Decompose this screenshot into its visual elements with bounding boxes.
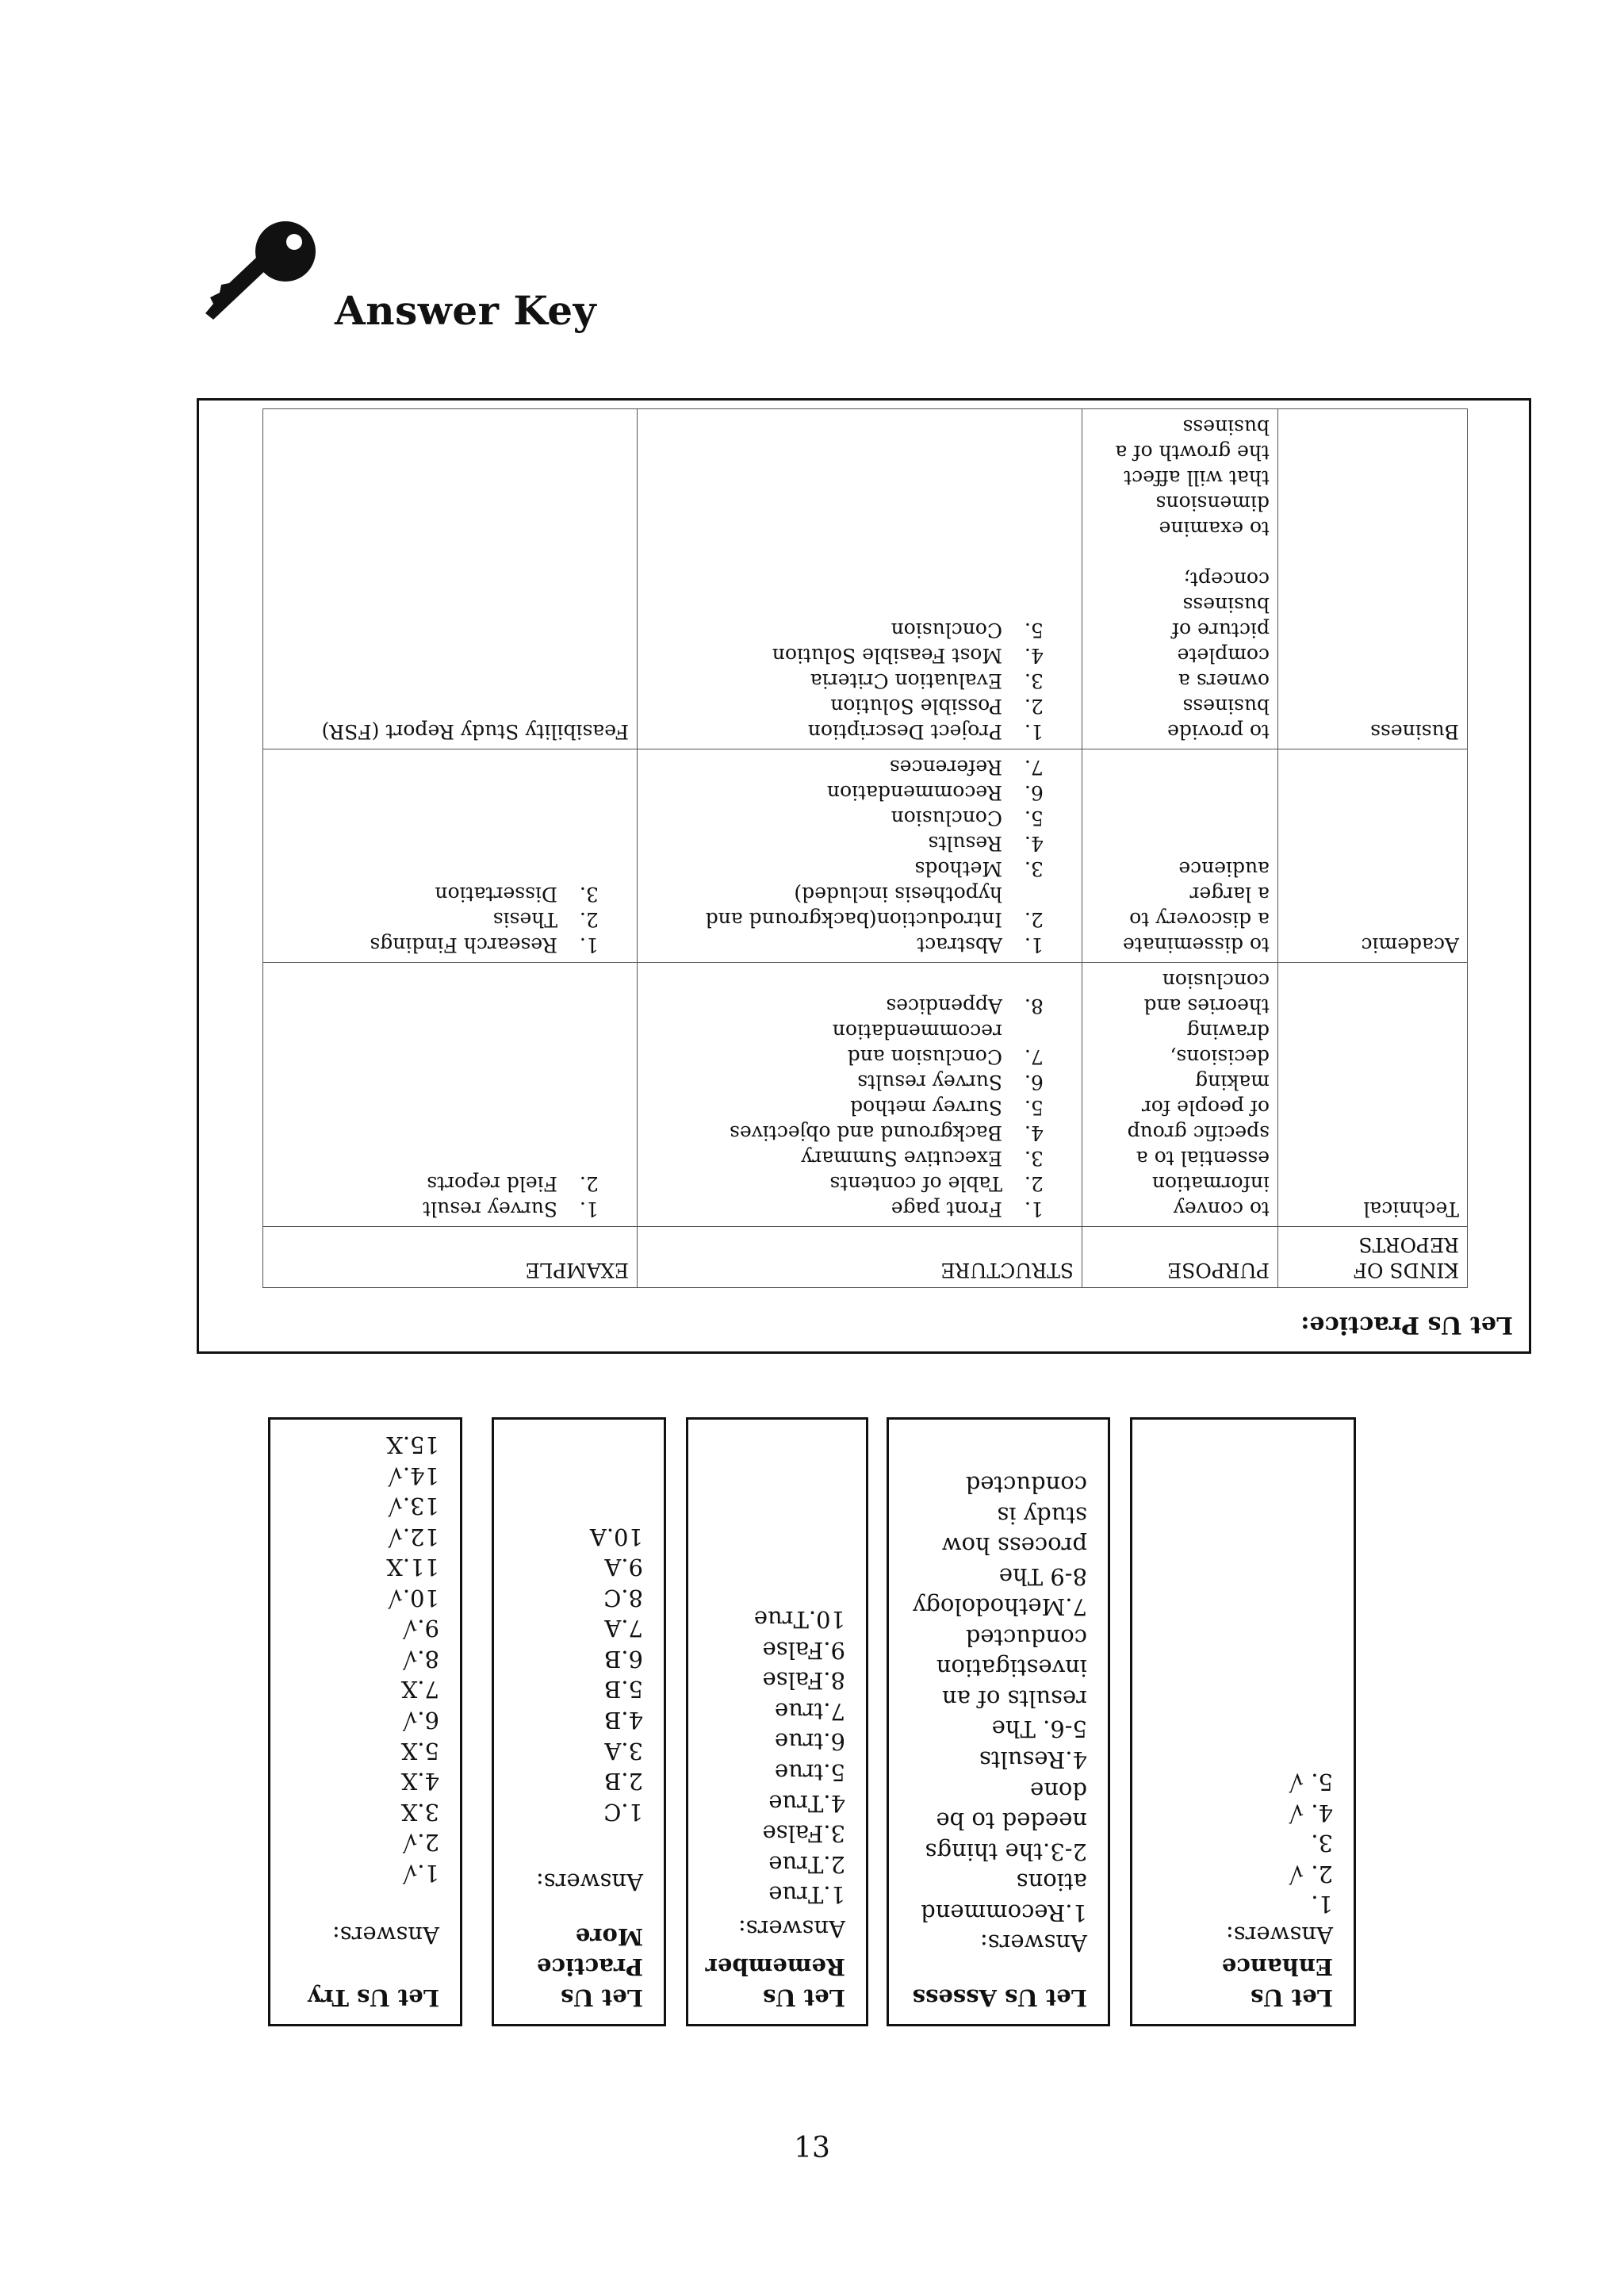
answer-item: 3.X [400,1798,439,1826]
answer-item: 2.√ [402,1829,439,1857]
answer-item: 7.X [400,1676,439,1704]
key-icon [202,218,321,325]
answer-item: 7.A [604,1615,643,1642]
answer-item: 4.B [604,1707,643,1734]
answer-item: 9.A [604,1554,643,1581]
card-let-us-assess [887,1417,1110,2026]
page-title: Answer Key [335,287,597,334]
example-cell [263,963,638,1227]
card-let-us-practice-more [492,1417,666,2026]
structure-item: 2. Possible Solution [645,693,1018,719]
card-title: Let Us Practice More [536,1922,643,2011]
answer-item: 10.√ [388,1584,439,1612]
structure-item: 6. Survey results [645,1069,1018,1094]
answer-list [504,1521,643,1827]
answer-item: 8.√ [402,1645,439,1673]
answer-list [280,1429,439,1888]
structure-cell [638,749,1082,963]
answer-item: 3.False [762,1820,845,1848]
card-label: Answers: [1225,1921,1333,1949]
structure-item: 7. References [645,754,1018,780]
answer-item: 3. [1311,1830,1333,1857]
structure-item: 4. Most Feasible Solution [645,642,1018,668]
card-let-us-remember [686,1417,868,2026]
answer-item: 12.√ [388,1523,439,1550]
answer-item: 10.True [753,1606,845,1634]
answer-item: 1.C [603,1798,643,1826]
purpose-cell: to provide business owners a complete picture of business concept; to examine dimensions that will affect the growth of a business [1082,409,1278,749]
example-item: 1. Survey result [271,1196,573,1221]
structure-item: 5. Conclusion [645,805,1018,830]
answer-item: 1.Recommend ations [921,1869,1087,1926]
answer-item: 5.true [774,1759,845,1787]
card-label: Answers: [535,1869,643,1896]
answer-item: 8-9 The process how study is conducted [941,1471,1087,1590]
answer-item: 2-3.the things needed to be done [925,1777,1087,1865]
column-header-structure: STRUCTURE [638,1227,1082,1288]
card-label: Answers: [979,1930,1087,1957]
card-title: Let Us Remember [705,1953,845,2011]
answer-item: 7.Methodology [912,1593,1087,1621]
answer-item: 11.X [386,1554,439,1581]
example-cell: Feasibility Study Report (FSR) [263,409,638,749]
table-row-technical [263,963,1468,1227]
answer-item: 2. √ [1289,1860,1333,1888]
structure-item: 2. Table of contents [645,1171,1018,1196]
answer-item: 5.B [604,1676,643,1704]
answer-list [898,1469,1087,1927]
example-item: 2. Thesis [271,907,573,932]
answer-item: 5.X [400,1737,439,1765]
structure-item: 3. Evaluation Criteria [645,668,1018,693]
card-label: Answers: [331,1922,439,1949]
answer-item: 2.B [604,1768,643,1796]
answer-item: 4.X [400,1768,439,1796]
column-header-purpose: PURPOSE [1082,1227,1278,1288]
answer-item: 5-6. The results of an investigation conducted [936,1623,1087,1743]
purpose-cell: to disseminate a discovery to a larger audience [1082,749,1278,963]
structure-item: 3. Executive Summary [645,1145,1018,1171]
structure-item: 7. Conclusion and recommendation [645,1018,1018,1069]
kind-cell: Technical [1278,963,1468,1227]
table-header-row [263,1227,1468,1288]
structure-item: 6. Recommendation [645,780,1018,805]
answer-item: 15.X [386,1432,439,1458]
structure-cell [638,963,1082,1227]
answer-item: 10.A [589,1523,643,1550]
answer-item: 3.A [604,1737,643,1765]
structure-item: 3. Methods [645,856,1018,881]
answer-item: 6.B [604,1645,643,1673]
answer-item: 1.√ [402,1859,439,1887]
kind-cell: Business [1278,409,1468,749]
practice-title: Let Us Practice: [1300,1311,1513,1339]
answer-item: 14.√ [388,1462,439,1489]
example-item: 1. Research Findings [271,932,573,957]
answer-item: 9.√ [402,1615,439,1642]
kind-cell: Academic [1278,749,1468,963]
answer-item: 6.true [774,1728,845,1756]
structure-item: 2. Introduction(background and hypothesis included) [645,881,1018,932]
answer-item: 4. √ [1289,1799,1333,1826]
card-title: Let Us Enhance [1221,1953,1333,2011]
card-label: Answers: [737,1915,845,1942]
table-row-academic [263,749,1468,963]
structure-item: 4. Background and objectives [645,1120,1018,1145]
table-row-business [263,409,1468,749]
structure-item: 8. Appendices [645,993,1018,1018]
answer-item: 13.√ [388,1493,439,1520]
card-title: Let Us Assess [912,1984,1087,2011]
structure-item: 5. Survey method [645,1094,1018,1120]
structure-item: 5. Conclusion [645,617,1018,642]
column-header-example: EXAMPLE [263,1227,638,1288]
structure-item: 1. Project Description [645,719,1018,744]
answer-item: 4.Results [979,1746,1087,1774]
answer-item: 1.True [768,1881,845,1909]
example-item: 3. Dissertation [271,881,573,907]
answer-item: 9.False [762,1636,845,1664]
card-let-us-enhance [1130,1417,1356,2026]
purpose-cell: to convey information essential to a specific group of people for making decisions, drawing theories and conclusion [1082,963,1278,1227]
answer-item: 1. [1311,1891,1333,1918]
example-item: 2. Field reports [271,1171,573,1196]
answer-list [698,1604,845,1911]
reports-table [262,408,1468,1288]
structure-item: 4. Results [645,830,1018,856]
column-header-kinds: KINDS OF REPORTS [1278,1227,1468,1288]
answer-item: 2.True [768,1850,845,1878]
answer-list [1142,1767,1333,1920]
structure-item: 1. Front page [645,1196,1018,1221]
structure-cell [638,409,1082,749]
card-title: Let Us Try [308,1984,439,2011]
example-cell [263,749,638,963]
card-let-us-try [268,1417,462,2026]
answer-item: 8.False [762,1667,845,1695]
answer-item: 6.√ [402,1707,439,1734]
answer-item: 4.True [768,1789,845,1817]
answer-item: 5. √ [1289,1769,1333,1796]
answer-item: 7.true [774,1697,845,1725]
answer-item: 8.C [603,1584,643,1612]
practice-box [197,398,1531,1354]
structure-item: 1. Abstract [645,932,1018,957]
page-number: 13 [794,2132,830,2164]
